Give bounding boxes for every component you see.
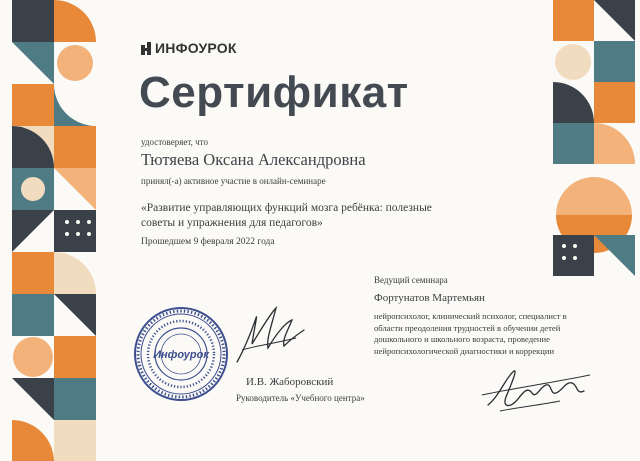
- seminar-date: Прошедшем 9 февраля 2022 года: [141, 237, 275, 247]
- host-signature-icon: [480, 365, 592, 417]
- host-description: нейропсихолог, клинический психолог, специалист в области преодоления трудностей в обучении детей дошкольного и школьного возраста, проведение нейропсихологической диагностики и коррекции: [374, 311, 567, 356]
- certifies-label: удостоверяет, что: [141, 137, 208, 147]
- seminar-title: «Развитие управляющих функций мозга ребёнка: полезные советы и упражнения для педагогов»: [141, 202, 432, 229]
- director-role: Руководитель «Учебного центра»: [236, 393, 365, 403]
- director-name: И.В. Жаборовский: [246, 376, 334, 388]
- logo-text: ИНФОУРОК: [155, 40, 237, 56]
- stamp-seal-icon: [133, 306, 229, 402]
- participation-text: принял(-а) активное участие в онлайн-семинаре: [141, 176, 326, 186]
- host-label: Ведущий семинара: [374, 275, 448, 285]
- recipient-name: Тютяева Оксана Александровна: [141, 150, 366, 169]
- host-name: Фортунатов Мартемьян: [374, 292, 485, 304]
- signature-icon: [232, 300, 307, 372]
- brand-logo: [141, 40, 237, 56]
- certificate-title: Сертификат: [139, 68, 409, 117]
- stamp-text: Инфоурок: [153, 349, 209, 361]
- left-decorative-pattern: [12, 0, 96, 461]
- logo-mark-icon: [141, 42, 152, 55]
